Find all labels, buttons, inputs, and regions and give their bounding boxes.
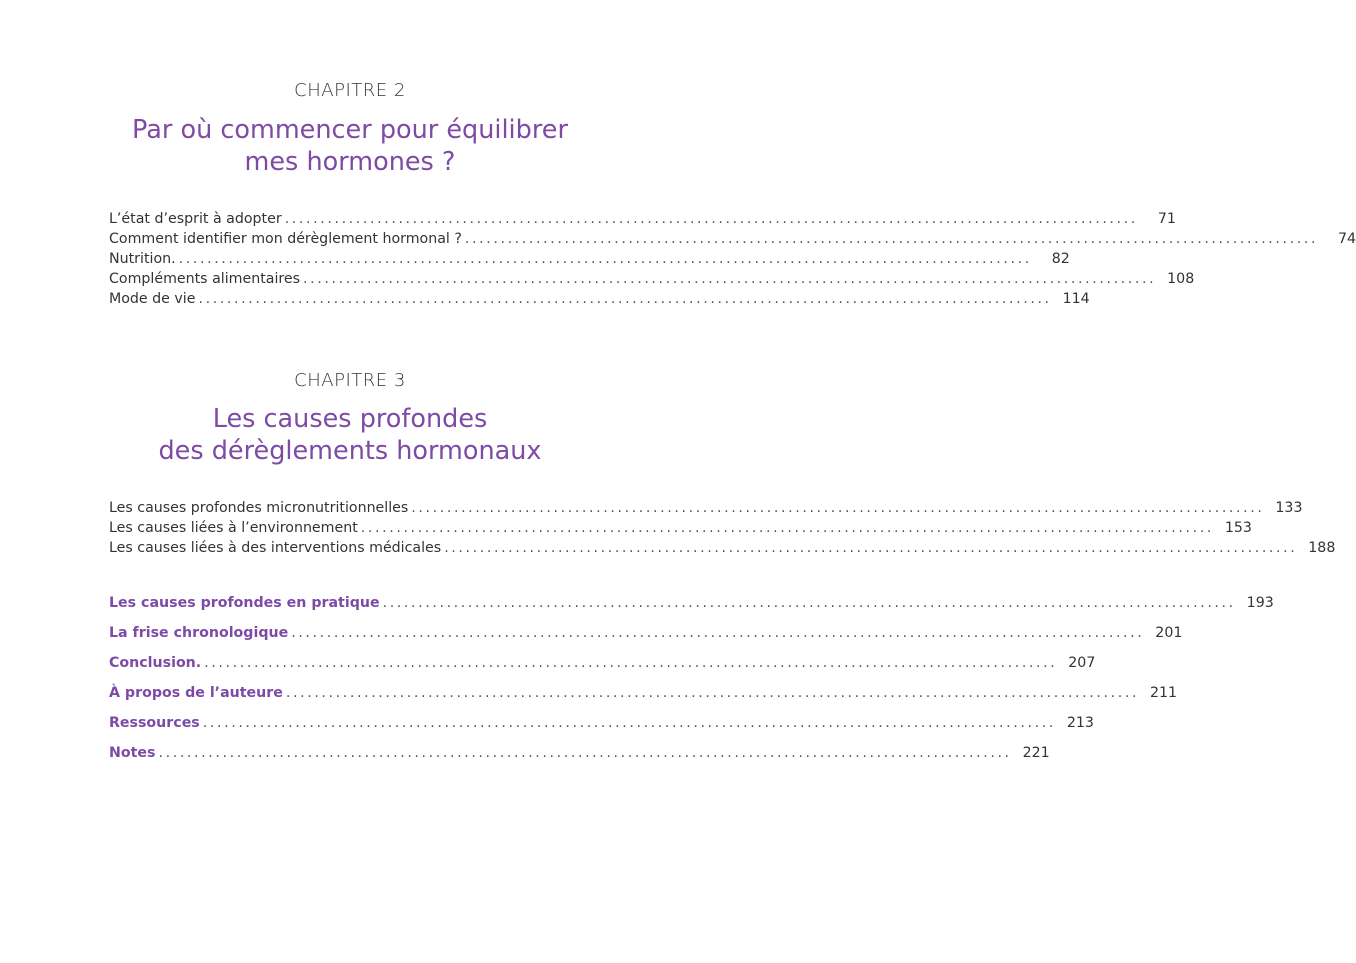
toc-entry-title: Les causes liées à l’environnement [109,520,358,536]
toc-entry[interactable] [109,745,1050,775]
dot-leader: ........................................................................................................................ [303,271,1157,287]
toc-entry-page: 114 [1062,291,1090,307]
toc-entry[interactable] [109,291,1090,311]
dot-leader: ........................................................................................................................ [291,625,1145,641]
chapter-3-label: CHAPITRE 3 [294,370,406,391]
toc-entry[interactable] [109,211,1176,231]
toc-entry-page: 207 [1068,655,1096,671]
chapter-2-title [0,114,700,178]
toc-entry-title: À propos de l’auteure [109,685,283,701]
toc-entry[interactable] [109,520,1252,540]
chapter-title-line: des dérèglements hormonaux [158,436,542,466]
dot-leader: ........................................................................................................................ [204,655,1058,671]
toc-entry-title: Nutrition. [109,251,176,267]
dot-leader: ........................................................................................................................ [178,251,1032,267]
toc-entry-page: 153 [1224,520,1252,536]
chapter-title-line: Les causes profondes [212,404,488,434]
toc-entry-title: Les causes liées à des interventions médicales [109,540,442,556]
toc-entry-title: Compléments alimentaires [109,271,301,287]
dot-leader: ........................................................................................................................ [284,211,1138,227]
toc-entry[interactable] [109,231,1356,251]
dot-leader: ........................................................................................................................ [360,520,1214,536]
toc-entry-title: Les causes profondes en pratique [109,595,380,611]
toc-entry[interactable] [109,251,1070,271]
toc-entry-page: 201 [1155,625,1183,641]
toc-entry-title: Les causes profondes micronutritionnelles [109,500,409,516]
toc-entry[interactable] [109,595,1274,625]
dot-leader: ........................................................................................................................ [444,540,1298,556]
chapter-title-line: mes hormones ? [244,147,456,177]
toc-entry-page: 221 [1022,745,1050,761]
toc-entry-page: 188 [1308,540,1336,556]
back-matter-toc [109,595,1274,775]
toc-entry[interactable] [109,500,1303,520]
toc-entry-page: 133 [1275,500,1303,516]
dot-leader: ........................................................................................................................ [198,291,1052,307]
toc-entry-title: La frise chronologique [109,625,289,641]
dot-leader: ........................................................................................................................ [382,595,1236,611]
chapter-3-title [0,403,700,467]
toc-entry-title: Mode de vie [109,291,196,307]
dot-leader: ........................................................................................................................ [202,715,1056,731]
chapter-2-label: CHAPITRE 2 [294,80,406,101]
chapter-title-line: Par où commencer pour équilibrer [132,115,568,145]
toc-entry[interactable] [109,625,1183,655]
toc-entry-page: 193 [1246,595,1274,611]
chapter-2-toc [109,211,1356,311]
toc-entry[interactable] [109,540,1336,560]
dot-leader: ........................................................................................................................ [411,500,1265,516]
toc-entry-page: 211 [1149,685,1178,701]
toc-entry-page: 71 [1157,211,1176,227]
toc-entry-title: L’état d’esprit à adopter [109,211,282,227]
dot-leader: ........................................................................................................................ [158,745,1012,761]
toc-entry[interactable] [109,271,1195,291]
toc-entry[interactable] [109,715,1094,745]
toc-entry-title: Comment identifier mon dérèglement hormonal ? [109,231,462,247]
toc-entry-page: 108 [1167,271,1195,287]
chapter-3-toc [109,500,1336,560]
dot-leader: ........................................................................................................................ [464,231,1319,247]
toc-entry-page: 74 [1338,231,1356,247]
toc-entry-title: Conclusion. [109,655,202,671]
toc-entry-title: Notes [109,745,156,761]
toc-entry[interactable] [109,655,1096,685]
toc-entry-page: 82 [1051,251,1070,267]
toc-entry-page: 213 [1066,715,1094,731]
toc-entry-title: Ressources [109,715,200,731]
toc-entry[interactable] [109,685,1178,715]
dot-leader: ........................................................................................................................ [285,685,1140,701]
